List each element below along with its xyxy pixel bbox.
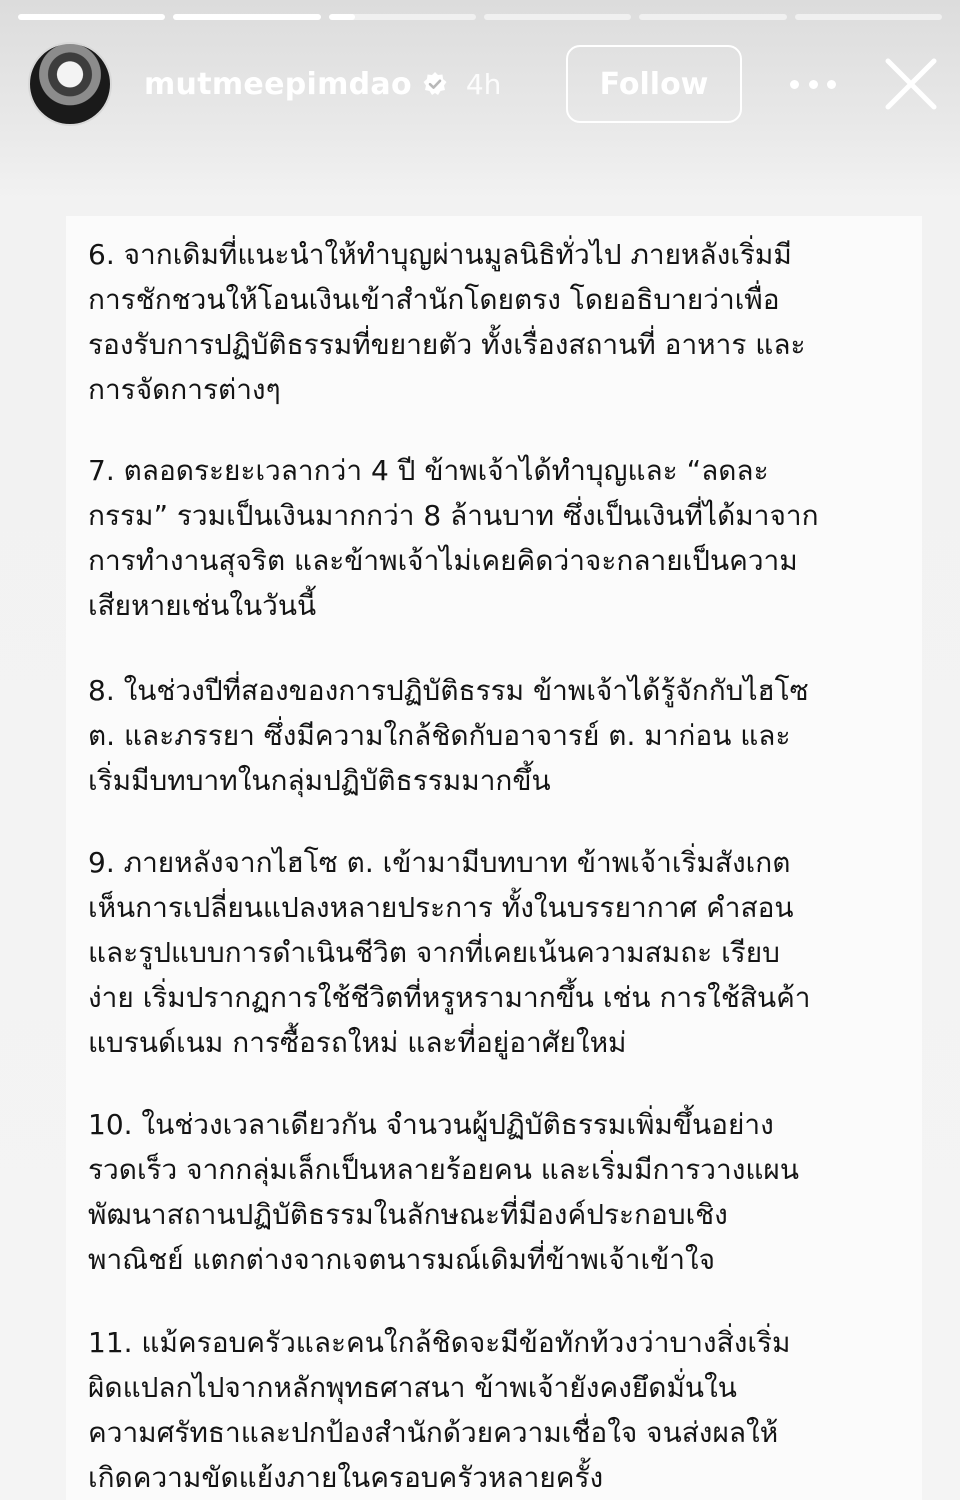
more-dot: [809, 80, 818, 89]
more-options-icon[interactable]: [790, 74, 836, 94]
progress-segment: [329, 14, 476, 20]
follow-button[interactable]: Follow: [566, 45, 742, 123]
avatar[interactable]: [28, 42, 112, 126]
progress-segment: [18, 14, 165, 20]
close-icon[interactable]: [884, 57, 938, 111]
post-time: 4h: [465, 67, 502, 101]
progress-segment: [173, 14, 320, 20]
progress-segment-fill: [173, 14, 320, 20]
paragraph-6: 6. จากเดิมที่แนะนำให้ทำบุญผ่านมูลนิธิทั่วไป ภายหลังเริ่มมี การชักชวนให้โอนเงินเข้าสำนักโดยตรง โดยอธิบายว่าเพื่อ รองรับการปฏิบัติธรรมที่ขยายตัว ทั้งเรื่องสถานที่ อาหาร และ การจัดการต่างๆ: [88, 238, 806, 406]
verified-badge-icon: [422, 71, 448, 97]
story-progress-bar: [18, 14, 942, 20]
more-dot: [827, 80, 836, 89]
paragraph-7: 7. ตลอดระยะเวลากว่า 4 ปี ข้าพเจ้าได้ทำบุญและ “ลดละ กรรม” รวมเป็นเงินมากกว่า 8 ล้านบาท ซึ่งเป็นเงินที่ได้มาจาก การทำงานสุจริต และข้าพเจ้าไม่เคยคิดว่าจะกลายเป็นความ เสียหายเช่นในวันนี้: [88, 454, 819, 622]
more-dot: [790, 80, 799, 89]
progress-segment-fill: [18, 14, 165, 20]
progress-segment-fill: [329, 14, 356, 20]
progress-segment: [795, 14, 942, 20]
paragraph-10: 10. ในช่วงเวลาเดียวกัน จำนวนผู้ปฏิบัติธรรมเพิ่มขึ้นอย่าง รวดเร็ว จากกลุ่มเล็กเป็นหลายร้อยคน และเริ่มมีการวางแผน พัฒนาสถานปฏิบัติธรรมในลักษณะที่มีองค์ประกอบเชิง พาณิชย์ แตกต่างจากเจตนารมณ์เดิมที่ข้าพเจ้าเข้าใจ: [88, 1108, 799, 1276]
paragraph-11: 11. แม้ครอบครัวและคนใกล้ชิดจะมีข้อทักท้วงว่าบางสิ่งเริ่ม ผิดแปลกไปจากหลักพุทธศาสนา ข้าพเจ้ายังคงยึดมั่นใน ความศรัทธาและปกป้องสำนักด้วยความเชื่อใจ จนส่งผลให้ เกิดความขัดแย้งภายในครอบครัวหลายครั้ง: [88, 1326, 791, 1494]
story-header: [28, 42, 938, 126]
username[interactable]: mutmeepimdao: [144, 66, 412, 102]
paragraph-9: 9. ภายหลังจากไฮโซ ต. เข้ามามีบทบาท ข้าพเจ้าเริ่มสังเกต เห็นการเปลี่ยนแปลงหลายประการ ทั้งในบรรยากาศ คำสอน และรูปแบบการดำเนินชีวิต จากที่เคยเน้นความสมถะ เรียบ ง่าย เริ่มปรากฏการใช้ชีวิตที่หรูหรามากขึ้น เช่น การใช้สินค้า แบรนด์เนม การซื้อรถใหม่ และที่อยู่อาศัยใหม่: [88, 846, 811, 1059]
progress-segment: [484, 14, 631, 20]
paragraph-8: 8. ในช่วงปีที่สองของการปฏิบัติธรรม ข้าพเจ้าได้รู้จักกับไฮโซ ต. และภรรยา ซึ่งมีความใกล้ชิดกับอาจารย์ ต. มาก่อน และ เริ่มมีบทบาทในกลุ่มปฏิบัติธรรมมากขึ้น: [88, 674, 809, 797]
progress-segment: [639, 14, 786, 20]
